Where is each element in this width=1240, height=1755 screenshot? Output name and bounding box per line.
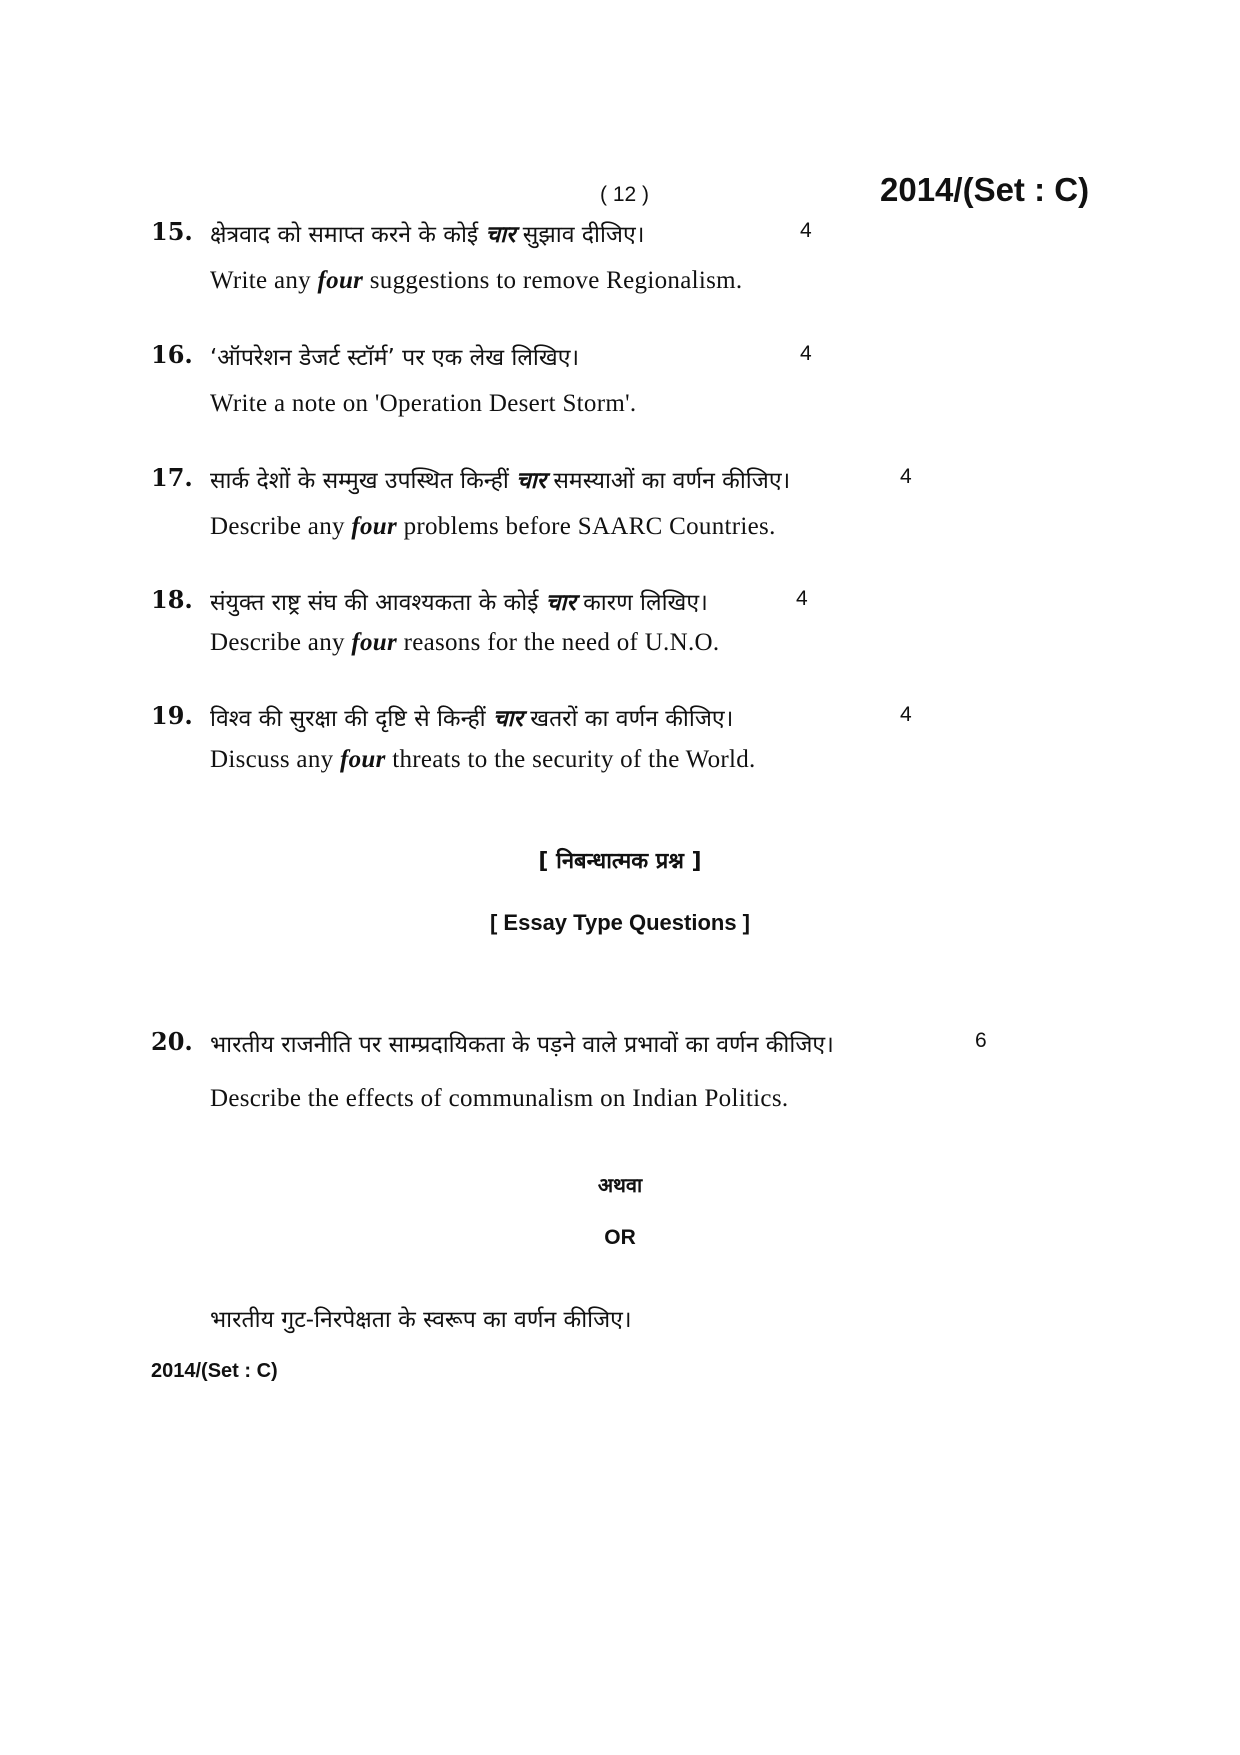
page-number: ( 12 ) xyxy=(600,183,650,206)
question-text-hindi: भारतीय राजनीति पर साम्प्रदायिकता के पड़ने वाले प्रभावों का वर्णन कीजिए। xyxy=(210,1032,834,1058)
emphasis-word: चार xyxy=(485,222,516,248)
question-text-hindi: क्षेत्रवाद को समाप्त करने के कोई चार सुझाव दीजिए। xyxy=(210,222,645,248)
question-marks: 4 xyxy=(900,465,912,488)
emphasis-word: four xyxy=(351,629,398,656)
alternative-question-hindi: भारतीय गुट-निरपेक्षता के स्वरूप का वर्णन कीजिए। xyxy=(210,1307,632,1333)
question-marks: 4 xyxy=(796,587,808,610)
emphasis-word: चार xyxy=(545,590,576,616)
question-text-english: Discuss any four threats to the security of the World. xyxy=(210,746,756,773)
question-marks: 4 xyxy=(900,703,912,726)
question-number: 17. xyxy=(151,463,193,492)
emphasis-word: चार xyxy=(516,468,547,494)
section-heading-hindi: [ निबन्धात्मक प्रश्न ] xyxy=(538,849,702,874)
question-number: 20. xyxy=(151,1027,193,1056)
question-text-english: Describe any four problems before SAARC Countries. xyxy=(210,513,776,540)
question-marks: 4 xyxy=(800,219,812,242)
question-text-hindi: संयुक्त राष्ट्र संघ की आवश्यकता के कोई चार कारण लिखिए। xyxy=(210,590,708,616)
question-text-english: Describe any four reasons for the need of U.N.O. xyxy=(210,629,720,656)
emphasis-word: four xyxy=(351,513,398,540)
question-marks: 4 xyxy=(800,342,812,365)
question-text-english: Write a note on 'Operation Desert Storm'. xyxy=(210,390,637,417)
question-number: 19. xyxy=(151,701,193,730)
question-text-hindi: विश्व की सुरक्षा की दृष्टि से किन्हीं चार खतरों का वर्णन कीजिए। xyxy=(210,706,734,732)
or-divider-english: OR xyxy=(604,1226,636,1249)
question-text-hindi: ‘ऑपरेशन डेजर्ट स्टॉर्म’ पर एक लेख लिखिए। xyxy=(210,345,580,371)
question-number: 15. xyxy=(151,217,193,246)
emphasis-word: चार xyxy=(492,706,523,732)
question-number: 18. xyxy=(151,585,193,614)
set-code-footer: 2014/(Set : C) xyxy=(151,1360,278,1382)
set-code-header: 2014/(Set : C) xyxy=(880,171,1090,208)
question-marks: 6 xyxy=(975,1029,987,1052)
emphasis-word: four xyxy=(339,746,386,773)
question-text-english: Describe the effects of communalism on Indian Politics. xyxy=(210,1085,789,1112)
section-heading-english: [ Essay Type Questions ] xyxy=(489,910,750,935)
or-divider-hindi: अथवा xyxy=(597,1173,643,1197)
question-number: 16. xyxy=(151,340,193,369)
emphasis-word: four xyxy=(317,267,364,294)
question-text-english: Write any four suggestions to remove Regionalism. xyxy=(210,267,743,294)
question-text-hindi: सार्क देशों के सम्मुख उपस्थित किन्हीं चार समस्याओं का वर्णन कीजिए। xyxy=(210,468,791,494)
